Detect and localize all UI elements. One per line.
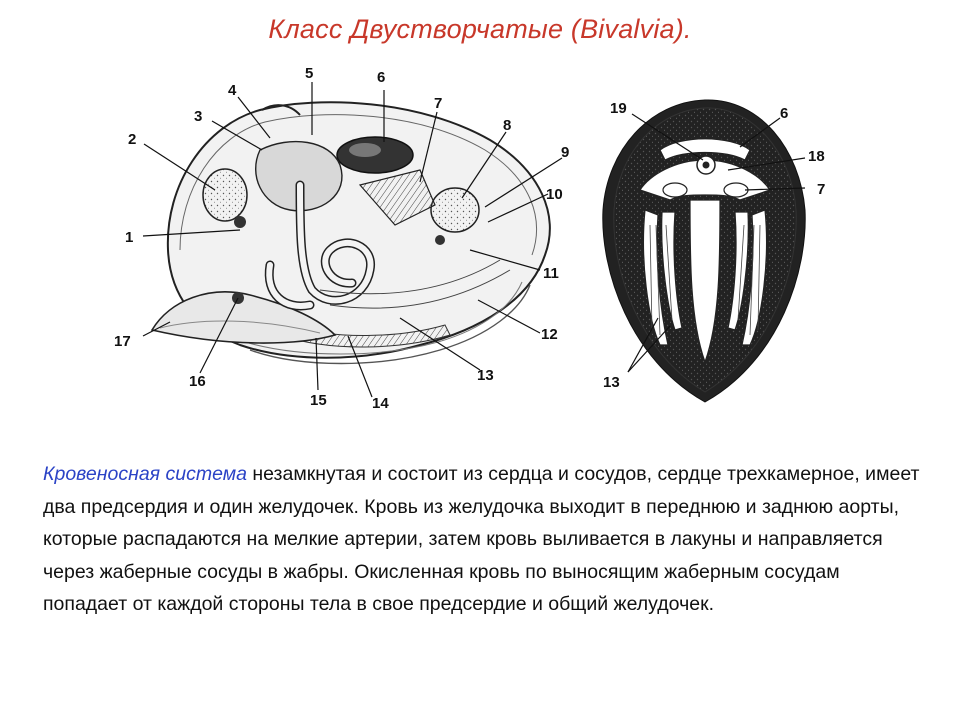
- label-17: 17: [114, 333, 131, 350]
- label-6-right: 6: [780, 105, 789, 122]
- bivalve-cross-section-drawing: [603, 100, 826, 402]
- label-15: 15: [310, 392, 327, 409]
- label-10: 10: [546, 186, 563, 203]
- body-text-rest: незамкнутая и состоит из сердца и сосудов, сердце трехкамерное, имеет два предсердия и один желудочек. Кровь из желудочка выходит в переднюю и заднюю аорты, которые распадаются на мелкие артерии, затем кровь выливается в лакуны и направляется через жаберные сосуды в жабры. Окисленная кровь по выносящим жаберным сосудам попадает от каждой стороны тела в свое предсердие и общий желудочек.: [43, 463, 920, 616]
- bivalve-side-view-drawing: [114, 65, 569, 412]
- label-6: 6: [377, 69, 386, 86]
- label-9: 9: [561, 144, 570, 161]
- label-4: 4: [228, 82, 237, 99]
- slide-title: Класс Двустворчатые (Bivalvia).: [268, 14, 692, 44]
- label-11: 11: [543, 265, 559, 282]
- label-8: 8: [503, 117, 512, 134]
- label-7: 7: [434, 95, 443, 112]
- label-1: 1: [125, 229, 134, 246]
- label-2: 2: [128, 131, 137, 148]
- label-13: 13: [477, 367, 494, 384]
- label-19: 19: [610, 100, 627, 117]
- body-text: [43, 458, 923, 621]
- label-3: 3: [194, 108, 203, 125]
- body-text-highlight: Кровеносная система: [43, 463, 247, 485]
- label-13-right: 13: [603, 374, 620, 391]
- label-14: 14: [372, 395, 389, 412]
- label-5: 5: [305, 65, 314, 82]
- label-16: 16: [189, 373, 206, 390]
- label-12: 12: [541, 326, 558, 343]
- label-18: 18: [808, 148, 825, 165]
- label-7-right: 7: [817, 181, 826, 198]
